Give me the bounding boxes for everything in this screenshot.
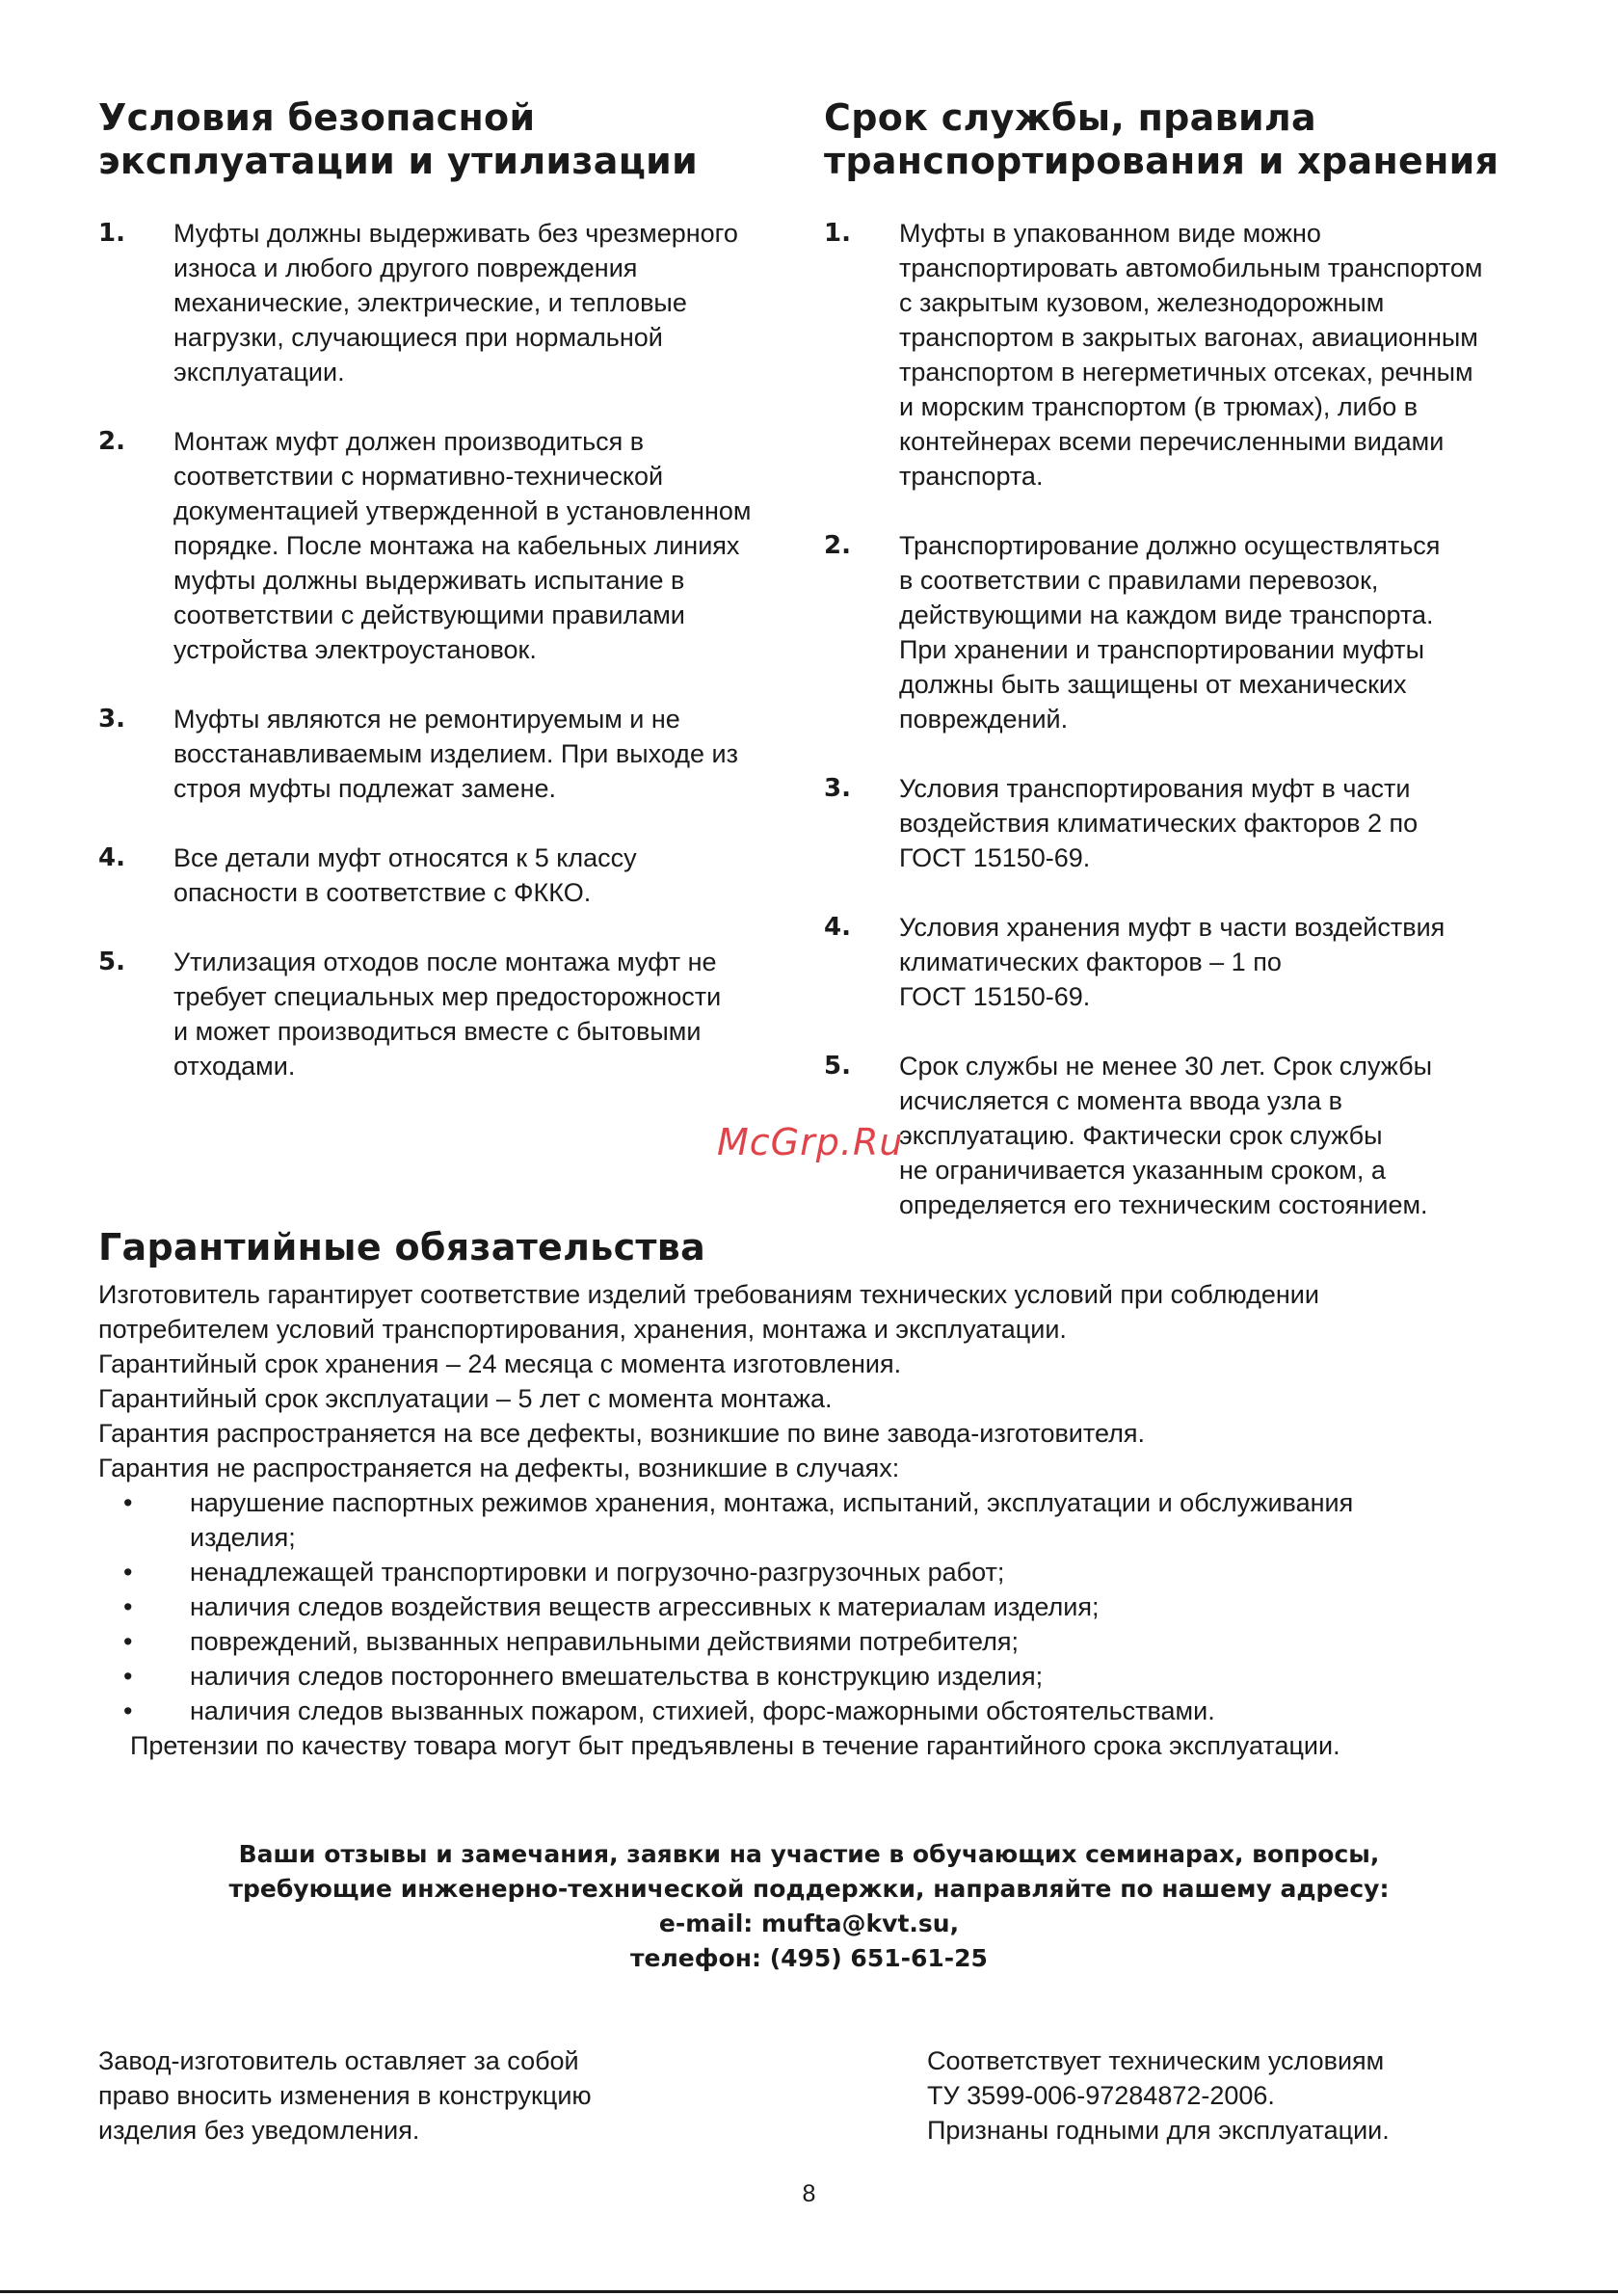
item-line: Срок службы не менее 30 лет. Срок службы — [899, 1052, 1433, 1081]
item-line: контейнерах всеми перечисленными видами — [899, 427, 1445, 456]
bullet-line: повреждений, вызванных неправильными действиями потребителя; — [190, 1627, 1019, 1656]
item-line: в соответствии с правилами перевозок, — [899, 566, 1379, 595]
item-line: Все детали муфт относятся к 5 классу — [173, 843, 637, 872]
item-line: Муфты должны выдерживать без чрезмерного — [173, 219, 738, 248]
list-item — [98, 1589, 1525, 1624]
list-item — [98, 1624, 1525, 1659]
title-line: транспортирования и хранения — [824, 140, 1499, 182]
item-line: требует специальных мер предосторожности — [173, 982, 722, 1011]
item-line: должны быть защищены от механических — [899, 670, 1407, 699]
item-number: 1. — [824, 219, 851, 248]
item-line: износа и любого другого повреждения — [173, 254, 638, 282]
item-line: транспорта. — [899, 462, 1044, 491]
item-line: и может производиться вместе с бытовыми — [173, 1017, 702, 1046]
bullet-icon: • — [123, 1696, 133, 1725]
item-line: транспортом в негерметичных отсеках, речным — [899, 358, 1473, 387]
title-line: Условия безопасной — [98, 96, 536, 139]
list-item — [98, 945, 792, 1083]
item-number: 2. — [824, 531, 851, 560]
warranty-section — [98, 1226, 1525, 1763]
item-line: Условия хранения муфт в части воздействия — [899, 913, 1446, 942]
warranty-paragraph: Гарантия распространяется на все дефекты, возникшие по вине завода-изготовителя. — [98, 1419, 1145, 1448]
bullet-icon: • — [123, 1558, 133, 1587]
item-line: Муфты являются не ремонтируемым и не — [173, 705, 680, 734]
warranty-paragraph: Гарантийный срок хранения – 24 месяца с момента изготовления. — [98, 1349, 902, 1378]
item-number: 2. — [98, 427, 125, 456]
warranty-paragraph: Гарантия не распространяется на дефекты, возникшие в случаях: — [98, 1454, 900, 1482]
item-line: документацией утвержденной в установленном — [173, 496, 752, 525]
item-line: муфты должны выдерживать испытание в — [173, 566, 685, 595]
note-line: право вносить изменения в конструкцию — [98, 2081, 592, 2110]
item-line: строя муфты подлежат замене. — [173, 774, 556, 803]
contacts-line: Ваши отзывы и замечания, заявки на участие в обучающих семинарах, вопросы, — [238, 1840, 1380, 1868]
item-line: порядке. После монтажа на кабельных линиях — [173, 531, 740, 560]
contacts-line: требующие инженерно-технической поддержки, направляйте по нашему адресу: — [228, 1875, 1390, 1903]
list-item — [824, 771, 1527, 875]
item-line: восстанавливаемым изделием. При выходе из — [173, 739, 738, 768]
title-line: Срок службы, правила — [824, 96, 1316, 139]
item-line: соответствии с нормативно-технической — [173, 462, 664, 491]
item-number: 5. — [824, 1052, 851, 1081]
item-line: эксплуатацию. Фактически срок службы — [899, 1121, 1383, 1150]
item-number: 4. — [824, 913, 851, 942]
list-item — [98, 1485, 1525, 1555]
list-item — [98, 424, 792, 667]
item-line: отходами. — [173, 1052, 296, 1081]
warranty-paragraph: Изготовитель гарантирует соответствие изделий требованиям технических условий при соблюдении — [98, 1280, 1319, 1309]
manufacturer-note — [98, 2043, 592, 2148]
list-item — [824, 1049, 1527, 1222]
warranty-title: Гарантийные обязательства — [98, 1226, 706, 1268]
item-line: Условия транспортирования муфт в части — [899, 774, 1411, 803]
item-line: климатических факторов – 1 по — [899, 948, 1282, 976]
note-line: Признаны годными для эксплуатации. — [927, 2116, 1390, 2145]
list-item — [98, 1694, 1525, 1728]
safety-section — [98, 96, 792, 1118]
bullet-line: наличия следов воздействия веществ агрессивных к материалам изделия; — [190, 1592, 1100, 1621]
item-line: не ограничивается указанным сроком, а — [899, 1156, 1386, 1185]
conformity-note — [927, 2043, 1390, 2148]
item-line: Монтаж муфт должен производиться в — [173, 427, 645, 456]
list-item — [98, 1555, 1525, 1589]
item-line: воздействия климатических факторов 2 по — [899, 809, 1419, 838]
item-line: Транспортирование должно осуществляться — [899, 531, 1441, 560]
bullet-line: наличия следов постороннего вмешательства в конструкцию изделия; — [190, 1662, 1044, 1691]
contacts-phone: телефон: (495) 651-61-25 — [630, 1944, 988, 1972]
page-number: 8 — [802, 2180, 816, 2207]
item-line: Муфты в упакованном виде можно — [899, 219, 1321, 248]
list-item — [824, 528, 1527, 736]
watermark: McGrp.Ru — [717, 1121, 904, 1163]
contacts-email: e-mail: mufta@kvt.su, — [658, 1909, 960, 1937]
item-number: 5. — [98, 948, 125, 976]
safety-list — [98, 216, 792, 1083]
note-line: Соответствует техническим условиям — [927, 2046, 1385, 2075]
item-line: соответствии с действующими правилами — [173, 601, 685, 629]
item-line: транспортом в закрытых вагонах, авиационным — [899, 323, 1478, 352]
bottom-divider — [0, 2290, 1618, 2293]
bullet-line: наличия следов вызванных пожаром, стихией, форс-мажорными обстоятельствами. — [190, 1696, 1215, 1725]
bullet-line: нарушение паспортных режимов хранения, монтажа, испытаний, эксплуатации и обслуживания — [190, 1488, 1354, 1517]
title-line: эксплуатации и утилизации — [98, 140, 699, 182]
note-line: Завод-изготовитель оставляет за собой — [98, 2046, 579, 2075]
item-line: При хранении и транспортировании муфты — [899, 635, 1425, 664]
list-item — [98, 1659, 1525, 1694]
warranty-paragraph: потребителем условий транспортирования, хранения, монтажа и эксплуатации. — [98, 1315, 1067, 1344]
bullet-icon: • — [123, 1592, 133, 1621]
service-life-section — [824, 96, 1527, 1257]
safety-section-title — [98, 96, 792, 183]
item-line: эксплуатации. — [173, 358, 345, 387]
note-line: ТУ 3599-006-97284872-2006. — [927, 2081, 1275, 2110]
item-line: нагрузки, случающиеся при нормальной — [173, 323, 663, 352]
item-line: опасности в соответствие с ФККО. — [173, 878, 592, 907]
item-line: ГОСТ 15150-69. — [899, 843, 1091, 872]
service-life-section-title — [824, 96, 1527, 183]
item-line: исчисляется с момента ввода узла в — [899, 1086, 1343, 1115]
item-number: 3. — [824, 774, 851, 803]
list-item — [824, 216, 1527, 494]
list-item — [98, 841, 792, 910]
item-line: повреждений. — [899, 705, 1069, 734]
item-line: устройства электроустановок. — [173, 635, 537, 664]
item-line: и морским транспортом (в трюмах), либо в — [899, 392, 1419, 421]
bullet-icon: • — [123, 1627, 133, 1656]
item-line: транспортировать автомобильным транспортом — [899, 254, 1483, 282]
list-item — [98, 216, 792, 389]
item-line: ГОСТ 15150-69. — [899, 982, 1091, 1011]
service-life-list — [824, 216, 1527, 1222]
warranty-paragraph: Гарантийный срок эксплуатации – 5 лет с момента монтажа. — [98, 1384, 833, 1413]
item-number: 3. — [98, 705, 125, 734]
warranty-claims-note: Претензии по качеству товара могут быт предъявлены в течение гарантийного срока эксплуатации. — [130, 1731, 1340, 1760]
item-line: действующими на каждом виде транспорта. — [899, 601, 1434, 629]
note-line: изделия без уведомления. — [98, 2116, 420, 2145]
bullet-line: ненадлежащей транспортировки и погрузочно-разгрузочных работ; — [190, 1558, 1005, 1587]
item-number: 4. — [98, 843, 125, 872]
item-line: Утилизация отходов после монтажа муфт не — [173, 948, 717, 976]
item-line: механические, электрические, и тепловые — [173, 288, 687, 317]
bullet-line: изделия; — [190, 1523, 296, 1552]
bullet-icon: • — [123, 1662, 133, 1691]
contacts-block — [0, 1837, 1618, 1976]
list-item — [824, 910, 1527, 1014]
list-item — [98, 702, 792, 806]
item-number: 1. — [98, 219, 125, 248]
bullet-icon: • — [123, 1488, 133, 1517]
item-line: с закрытым кузовом, железнодорожным — [899, 288, 1385, 317]
warranty-exclusions-list — [98, 1485, 1525, 1728]
item-line: определяется его техническим состоянием. — [899, 1190, 1428, 1219]
